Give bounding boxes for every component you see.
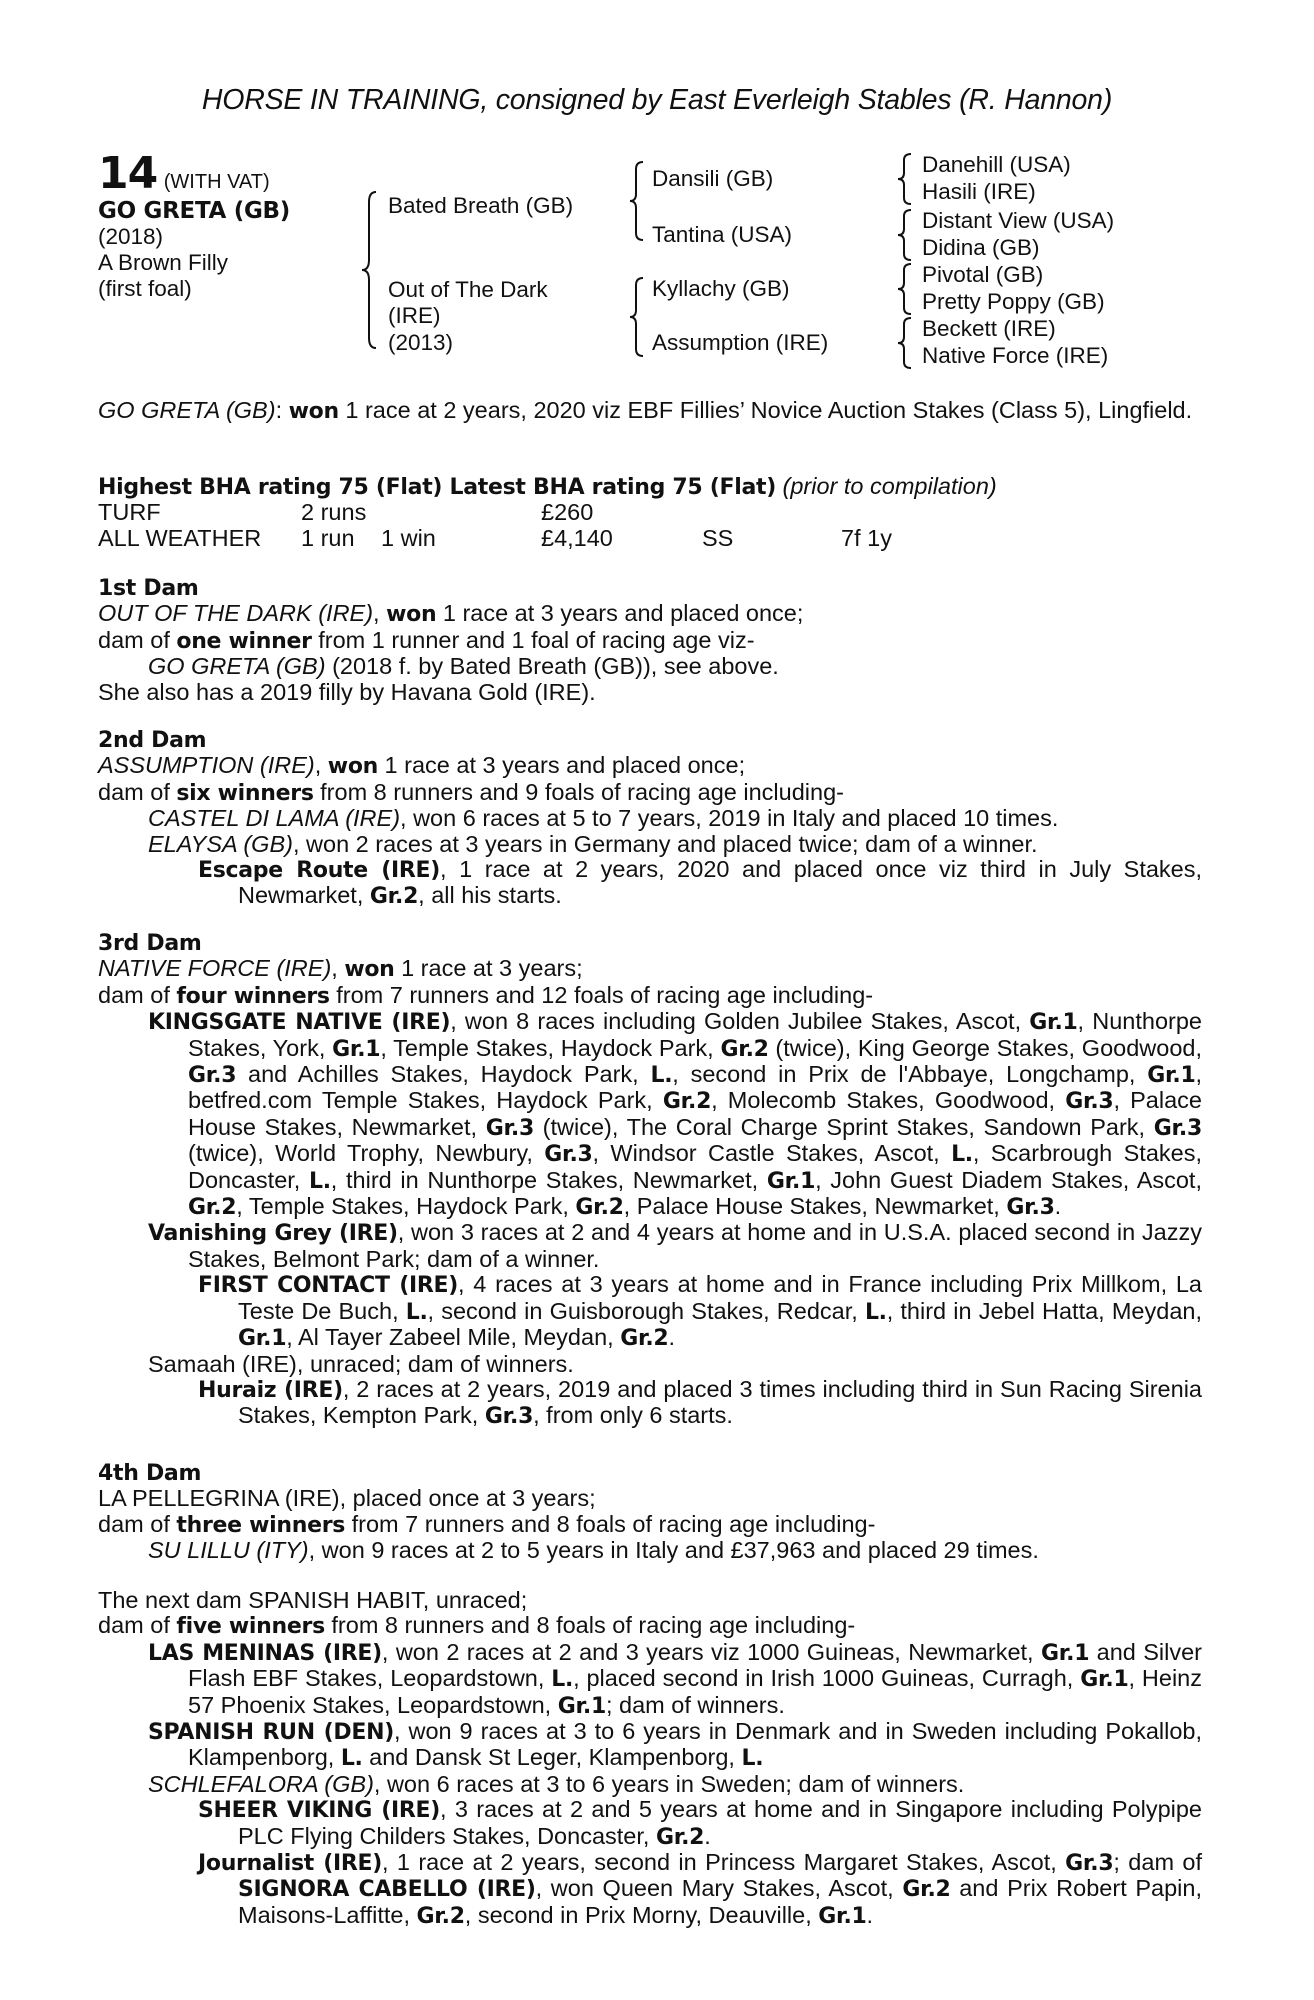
text: , Nunthorpe Stakes, York, — [188, 1008, 1202, 1061]
bold-text: Gr.3 — [485, 1115, 534, 1141]
offspring-las-meninas — [98, 1640, 1202, 1719]
text: ; dam of — [1113, 1849, 1202, 1876]
offspring-samaah: Samaah (IRE), unraced; dam of winners. — [148, 1350, 574, 1377]
bold-text: Gr.2 — [575, 1195, 624, 1221]
dam-name: OUT OF THE DARK (IRE) — [98, 600, 374, 627]
sire: Bated Breath (GB) — [388, 193, 574, 218]
text: , 3 races at 2 and 5 years at home and in Singapore including Polypipe PLC Flying Childers Stakes, Doncaster, — [238, 1796, 1203, 1849]
prize: £4,140 — [541, 524, 613, 551]
text: , third in Nunthorpe Stakes, Newmarket, — [330, 1166, 767, 1193]
text: , 1 race at 2 years, second in Princess Margaret Stakes, Ascot, — [382, 1849, 1066, 1876]
dam-sire: Kyllachy (GB) — [652, 276, 790, 301]
bold-text: Gr.1 — [766, 1168, 816, 1194]
text: , 4 races at 3 years at home and in France including Prix Millkom, La Teste De Buch, — [238, 1271, 1202, 1324]
lot-number: 14 — [98, 148, 158, 199]
page-title: HORSE IN TRAINING, consigned by East Everleigh Stables (R. Hannon) — [201, 84, 1113, 116]
dam-record: The next dam SPANISH HABIT, unraced; — [98, 1587, 528, 1613]
text: , won 3 races at 2 and 4 years at home and in U.S.A. placed second in Jazzy Stakes, Belmont Park; dam of a winner. — [188, 1219, 1202, 1272]
bold-text: Gr.1 — [818, 1903, 867, 1929]
section-heading: 1st Dam — [98, 576, 199, 601]
offspring-name: Escape Route (IRE) — [198, 858, 441, 884]
ancestor: Pretty Poppy (GB) — [922, 289, 1105, 314]
text: , Molecomb Stakes, Goodwood, — [711, 1087, 1066, 1114]
offspring-sheer-viking — [98, 1797, 1202, 1850]
text: , won 9 races at 3 to 6 years in Denmark and in Sweden including Pokallob, Klampenborg, — [188, 1718, 1203, 1771]
sire-sire: Dansili (GB) — [652, 166, 774, 191]
text: , Temple Stakes, Haydock Park, — [236, 1193, 576, 1220]
brace-icon — [896, 316, 914, 370]
text: , from only 6 starts. — [533, 1402, 733, 1429]
bold-text: Gr.1 — [1029, 1010, 1078, 1036]
bold-text: L. — [309, 1168, 331, 1194]
distance: 7f 1y — [841, 524, 892, 551]
dam-name: NATIVE FORCE (IRE) — [98, 955, 332, 982]
text: , Palace House Stakes, Newmarket, — [188, 1087, 1202, 1140]
text: . — [866, 1901, 874, 1928]
horse-description: A Brown Filly — [98, 250, 229, 275]
surface: ALL WEATHER — [98, 524, 262, 551]
text: , won Queen Mary Stakes, Ascot, — [535, 1875, 903, 1902]
text: ; dam of winners. — [605, 1691, 785, 1718]
bold-text: Gr.3 — [544, 1142, 593, 1168]
separator: , — [314, 752, 328, 779]
ratings-block — [98, 474, 1202, 551]
text: and Prix Robert Papin, Maisons-Laffitte, — [238, 1875, 1202, 1928]
ancestor: Danehill (USA) — [922, 152, 1071, 177]
text: and Dansk St Leger, Klampenborg, — [362, 1744, 742, 1771]
ratings-note: (prior to compilation) — [776, 473, 997, 499]
text: , Temple Stakes, Haydock Park, — [380, 1034, 721, 1061]
text: dam of — [98, 981, 177, 1008]
text: , second in Prix de l'Abbaye, Longchamp, — [672, 1061, 1148, 1088]
brace-icon — [360, 190, 380, 350]
text: , John Guest Diadem Stakes, Ascot, — [815, 1166, 1202, 1193]
bold-text: Gr.2 — [416, 1903, 465, 1929]
offspring-name: Vanishing Grey (IRE) — [148, 1221, 398, 1247]
text: and Silver Flash EBF Stakes, Leopardstown, — [188, 1638, 1202, 1692]
bold-text: Gr.2 — [662, 1089, 712, 1115]
text: , won 2 races at 3 years in Germany and placed twice; dam of a winner. — [292, 830, 1038, 857]
text: from 1 runner and 1 foal of racing age viz- — [311, 626, 755, 653]
bold-text: Gr.2 — [902, 1877, 951, 1903]
text: from 7 runners and 12 foals of racing age including- — [329, 981, 874, 1008]
bold-text: FIRST CONTACT (IRE) — [198, 1273, 459, 1299]
brace-icon — [896, 152, 914, 206]
won-label: won — [386, 602, 437, 628]
text: , Windsor Castle Stakes, Ascot, — [592, 1140, 952, 1167]
text: , 2 races at 2 years, 2019 and placed 3 times including third in Sun Racing Sirenia Stakes, Kempton Park, — [238, 1375, 1202, 1429]
text: , won 9 races at 2 to 5 years in Italy and £37,963 and placed 29 times. — [308, 1537, 1039, 1564]
offspring-name: GO GRETA (GB) — [148, 653, 326, 680]
text: , second in Prix Morny, Deauville, — [464, 1901, 819, 1928]
separator: : — [275, 397, 289, 423]
bold-text: SIGNORA CABELLO (IRE) — [238, 1877, 536, 1903]
section-heading: 2nd Dam — [98, 728, 207, 753]
bold-text: L. — [650, 1063, 673, 1089]
offspring-huraiz — [98, 1377, 1202, 1430]
bold-text: Gr.3 — [1065, 1851, 1114, 1877]
bold-text: Gr.3 — [1065, 1089, 1114, 1115]
produce-note: She also has a 2019 filly by Havana Gold (IRE). — [98, 678, 596, 705]
bold-text: Gr.3 — [1006, 1195, 1055, 1221]
text: , Scarbrough Stakes, Doncaster, — [188, 1140, 1202, 1193]
offspring-first-contact — [98, 1272, 1202, 1351]
text: from 8 runners and 8 foals of racing age including- — [324, 1612, 856, 1639]
vat-note: (WITH VAT) — [163, 171, 270, 193]
bold-text: Gr.3 — [188, 1063, 237, 1089]
fourth-dam-section — [98, 1461, 1202, 1564]
record: 1 race at 3 years and placed once; — [378, 752, 746, 779]
dam-year: (2013) — [388, 330, 454, 355]
bold-text: Gr.1 — [238, 1326, 287, 1352]
bold-text: LAS MENINAS (IRE) — [148, 1640, 382, 1666]
dam-name: Out of The Dark — [388, 277, 548, 302]
winners-count: five winners — [176, 1614, 325, 1640]
race-summary — [98, 398, 1202, 424]
won-label: won — [344, 957, 395, 983]
section-heading: 3rd Dam — [98, 931, 202, 956]
horse-name: GO GRETA (GB) — [98, 198, 290, 224]
winners-count: four winners — [176, 983, 330, 1009]
lot-info — [98, 150, 290, 302]
offspring-kingsgate-native — [98, 1009, 1202, 1220]
text: , all his starts. — [418, 882, 562, 909]
horse-name: GO GRETA (GB) — [98, 397, 276, 423]
text: . — [1054, 1193, 1062, 1220]
foal-note: (first foal) — [98, 276, 192, 301]
stats-row-all-weather — [98, 526, 1202, 551]
summary-text: 1 race at 2 years, 2020 viz EBF Fillies’ Novice Auction Stakes (Class 5), Lingfield. — [338, 397, 1193, 423]
first-dam-section — [98, 576, 1202, 705]
winners-count: three winners — [176, 1512, 346, 1538]
offspring-name: ELAYSA (GB) — [148, 830, 293, 857]
text: , third in Jebel Hatta, Meydan, — [886, 1297, 1202, 1324]
text: , won 2 races at 2 and 3 years viz 1000 Guineas, Newmarket, — [381, 1638, 1041, 1665]
text: , won 6 races at 3 to 6 years in Sweden; dam of winners. — [373, 1770, 965, 1797]
offspring-journalist — [98, 1850, 1202, 1929]
text: and Achilles Stakes, Haydock Park, — [236, 1061, 651, 1088]
record: 1 race at 3 years and placed once; — [436, 600, 804, 627]
next-dam-section — [98, 1588, 1202, 1929]
bold-text: Journalist (IRE) — [198, 1851, 382, 1877]
bold-text: Gr.2 — [720, 1036, 769, 1062]
bold-text: Gr.1 — [1040, 1640, 1090, 1666]
bold-text: KINGSGATE NATIVE (IRE) — [148, 1010, 451, 1036]
text: . — [704, 1822, 711, 1849]
ancestor: Hasili (IRE) — [922, 179, 1036, 204]
text: from 8 runners and 9 foals of racing age including- — [313, 778, 844, 805]
won-label: won — [327, 754, 378, 780]
text: , betfred.com Temple Stakes, Haydock Park, — [188, 1061, 1202, 1114]
brace-icon — [628, 160, 646, 242]
grade: Gr.2 — [369, 884, 419, 910]
won-label: won — [288, 399, 339, 424]
separator: , — [331, 955, 345, 982]
section-heading: 4th Dam — [98, 1461, 202, 1486]
bold-text: Gr.3 — [484, 1404, 534, 1430]
bold-text: Gr.1 — [1147, 1063, 1196, 1089]
text: , Palace House Stakes, Newmarket, — [623, 1193, 1007, 1220]
text: from 7 runners and 8 foals of racing age including- — [345, 1510, 876, 1537]
offspring-spanish-run — [98, 1719, 1202, 1772]
text: , second in Guisborough Stakes, Redcar, — [427, 1297, 865, 1324]
bold-text: Gr.1 — [557, 1693, 606, 1719]
bold-text: Gr.1 — [332, 1036, 381, 1062]
text: (twice), The Coral Charge Sprint Stakes, Sandown Park, — [533, 1113, 1154, 1140]
dam-name: ASSUMPTION (IRE) — [98, 752, 315, 779]
ancestor: Beckett (IRE) — [922, 316, 1056, 341]
bold-text: L. — [951, 1142, 973, 1168]
dam-country: (IRE) — [388, 303, 441, 328]
wins: 1 win — [381, 524, 436, 551]
surface: TURF — [98, 499, 161, 526]
bold-text: Gr.2 — [620, 1326, 669, 1352]
text: dam of — [98, 1510, 177, 1537]
ancestor: Native Force (IRE) — [922, 343, 1109, 368]
text: , Al Tayer Zabeel Mile, Meydan, — [286, 1324, 621, 1351]
bold-text: L. — [405, 1299, 428, 1325]
third-dam-section — [98, 931, 1202, 1430]
code: SS — [702, 524, 734, 551]
text: (twice), King George Stakes, Goodwood, — [768, 1034, 1202, 1061]
bold-text: Gr.2 — [655, 1824, 705, 1850]
offspring-name: SCHLEFALORA (GB) — [148, 1770, 374, 1797]
stats-row-turf — [98, 500, 1202, 525]
text: . — [668, 1324, 675, 1351]
text: dam of — [98, 1612, 177, 1639]
record: 1 race at 3 years; — [394, 955, 583, 982]
bha-ratings: Highest BHA rating 75 (Flat) Latest BHA rating 75 (Flat) — [98, 475, 776, 500]
dam-record: LA PELLEGRINA (IRE), placed once at 3 years; — [98, 1485, 596, 1512]
text: (2018 f. by Bated Breath (GB)), see above. — [325, 653, 779, 680]
runs: 2 runs — [301, 499, 367, 526]
ancestor: Distant View (USA) — [922, 208, 1115, 233]
text: (twice), World Trophy, Newbury, — [188, 1140, 545, 1167]
winners-count: one winner — [176, 628, 312, 654]
ancestor: Pivotal (GB) — [922, 262, 1044, 287]
ancestor: Didina (GB) — [922, 235, 1040, 260]
text: , 1 race at 2 years, 2020 and placed once viz third in July Stakes, Newmarket, — [238, 856, 1203, 909]
text: , Heinz 57 Phoenix Stakes, Leopardstown, — [188, 1665, 1202, 1718]
offspring-name: CASTEL DI LAMA (IRE) — [148, 805, 401, 832]
bold-text: L. — [340, 1746, 363, 1772]
runs: 1 run — [301, 524, 355, 551]
bold-text: SPANISH RUN (DEN) — [148, 1720, 394, 1746]
text: , won 6 races at 5 to 7 years, 2019 in Italy and placed 10 times. — [400, 805, 1059, 832]
offspring-name: SU LILLU (ITY) — [148, 1537, 309, 1564]
bold-text: L. — [741, 1746, 764, 1772]
bold-text: SHEER VIKING (IRE) — [198, 1798, 440, 1824]
bold-text: Gr.2 — [188, 1195, 237, 1221]
foaling-year: (2018) — [98, 224, 164, 249]
bold-text: L. — [864, 1299, 887, 1325]
brace-icon — [896, 262, 914, 316]
separator: , — [373, 600, 387, 627]
second-dam-section — [98, 728, 1202, 910]
bold-text: Huraiz (IRE) — [198, 1377, 343, 1403]
sire-dam: Tantina (USA) — [652, 222, 793, 247]
prize: £260 — [541, 499, 594, 526]
text: , won 8 races including Golden Jubilee Stakes, Ascot, — [450, 1008, 1030, 1035]
text: dam of — [98, 626, 177, 653]
dam-dam: Assumption (IRE) — [652, 330, 829, 355]
brace-icon — [896, 208, 914, 262]
bold-text: Gr.1 — [1080, 1667, 1129, 1693]
text: , placed second in Irish 1000 Guineas, Curragh, — [573, 1665, 1081, 1692]
bold-text: L. — [551, 1667, 574, 1693]
bold-text: Gr.3 — [1153, 1115, 1202, 1141]
text: dam of — [98, 778, 177, 805]
winners-count: six winners — [176, 780, 314, 806]
brace-icon — [628, 276, 646, 358]
